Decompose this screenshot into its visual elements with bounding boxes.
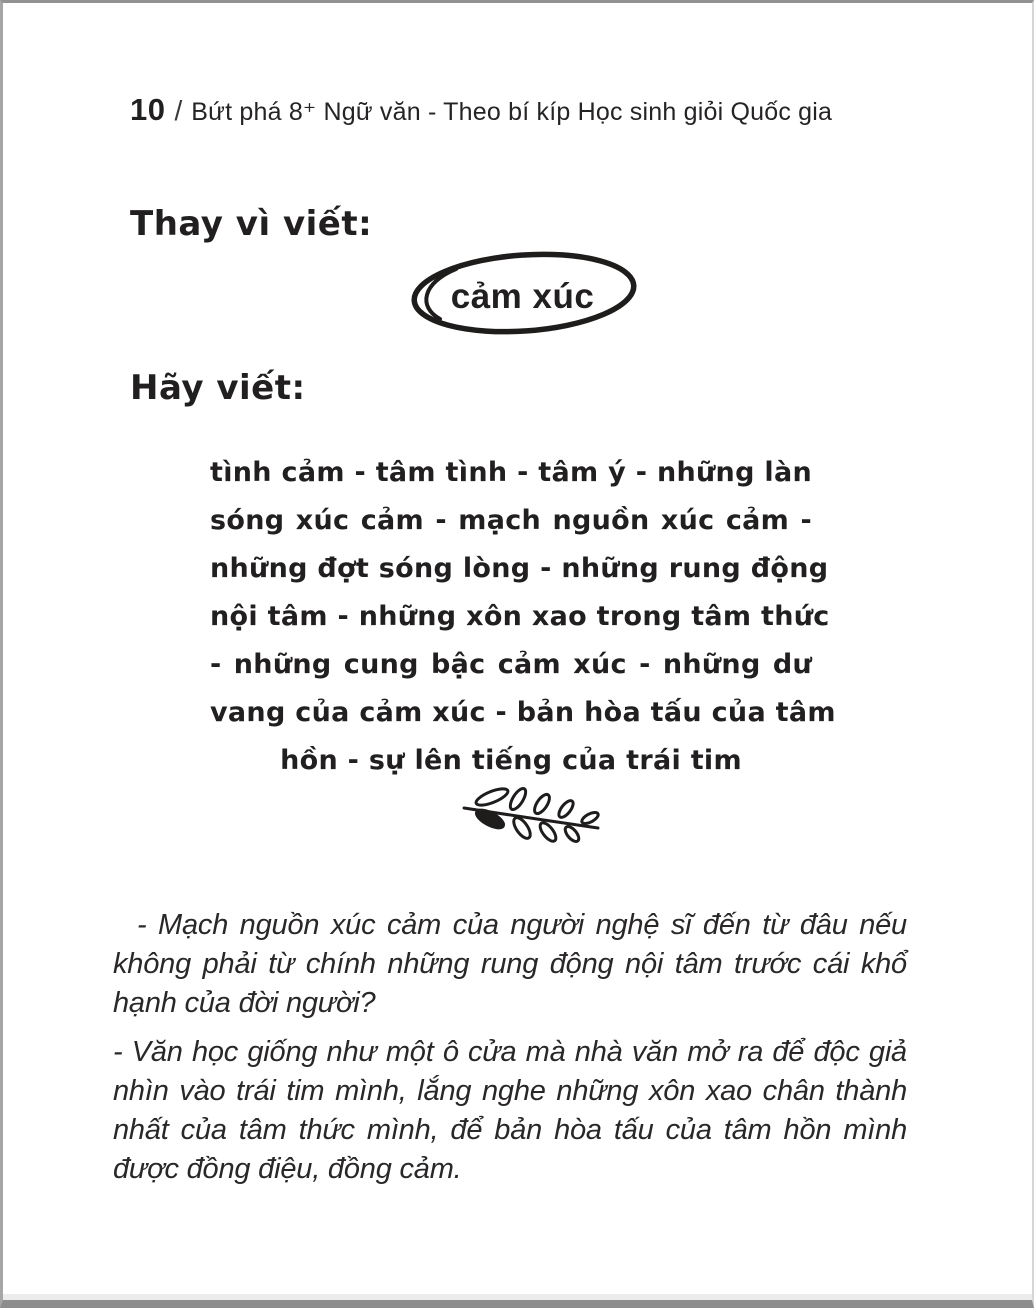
example-paragraph-1: - Mạch nguồn xúc cảm của người nghệ sĩ đến từ đâu nếu không phải từ chính những rung động nội tâm trước cái khổ hạnh của đời người? (113, 909, 907, 1019)
leaf-branch-ornament-icon (460, 778, 605, 846)
page-number: 10 (130, 92, 166, 127)
alternative-line: sóng xúc cảm - mạch nguồn xúc cảm - (210, 505, 812, 536)
alternative-line: tình cảm - tâm tình - tâm ý - những làn (210, 457, 812, 488)
alternative-line: những đợt sóng lòng - những rung động (210, 553, 829, 584)
alternative-line: nội tâm - những xôn xao trong tâm thức (210, 601, 830, 632)
write-instead-label: Hãy viết: (130, 368, 306, 408)
alternative-phrases-block (210, 449, 836, 785)
book-title: Bứt phá 8⁺ Ngữ văn - Theo bí kíp Học sinh giỏi Quốc gia (191, 98, 833, 126)
alternative-line: vang của cảm xúc - bản hòa tấu của tâm (210, 697, 836, 728)
example-quotes-block (113, 906, 907, 1189)
alternative-line: hồn - sự lên tiếng của trái tim (280, 745, 742, 776)
circled-word: cảm xúc (450, 276, 595, 316)
example-paragraph-2: - Văn học giống như một ô cửa mà nhà văn mở ra để độc giả nhìn vào trái tim mình, lắng nghe những xôn xao chân thành nhất của tâm thức mình, để bản hòa tấu của tâm hồn mình được đồng điệu, đồng cảm. (113, 1036, 907, 1185)
instead-of-writing-label: Thay vì viết: (130, 204, 373, 244)
header-separator: / (174, 95, 183, 126)
circled-word-container (400, 247, 645, 342)
alternative-line: - những cung bậc cảm xúc - những dư (210, 649, 812, 680)
page-header (130, 92, 832, 128)
